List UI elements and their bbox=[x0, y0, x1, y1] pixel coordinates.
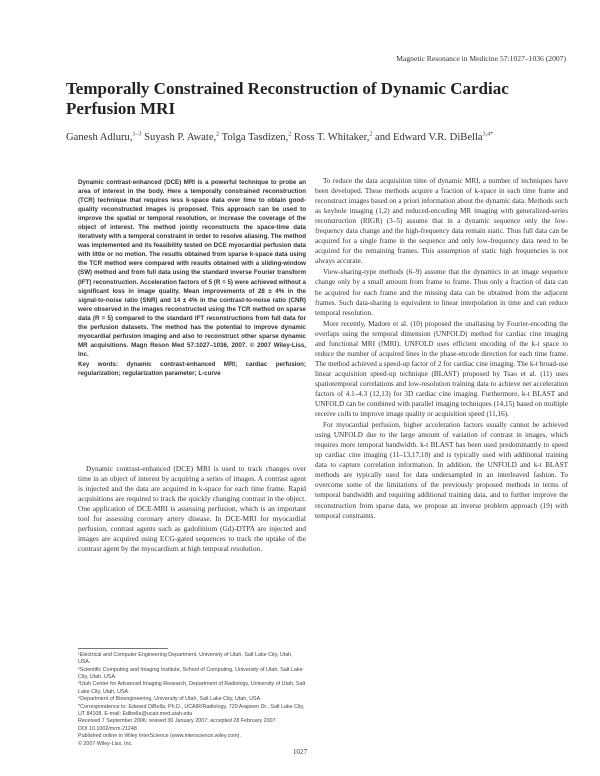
paragraph: To reduce the data acquisition time of dynamic MRI, a number of techniques have been developed. These methods acquire a fraction of k-space in each time frame and reconstruct images based on a priori information about the dynamic data. Methods such as keyhole imaging (1,2) and reduced-encoding MR imaging with generalized-series reconstruction (RIGR) (3–5) assume that in a dynamic sequence only the low-frequency data change and the high-frequency data remain static. Thus full data can be acquired for a single frame in the sequence and only low-frequency data need to be acquired for the remaining frames. This assumption of static high frequencies is not always accurate. bbox=[315, 177, 568, 266]
author: Ganesh Adluru,$^{1-3}$ bbox=[66, 131, 142, 143]
footnote: Received 7 September 2006; revised 30 January 2007; accepted 28 February 2007. bbox=[78, 718, 278, 725]
footnote: © 2007 Wiley-Liss, Inc. bbox=[78, 741, 133, 747]
footnote: ²Scientific Computing and Imaging Institute, School of Computing, University of Utah, Salt Lake City, Utah, USA. bbox=[78, 666, 303, 680]
footnote: Published online in Wiley InterScience (www.interscience.wiley.com). bbox=[78, 733, 241, 740]
page-number: 1027 bbox=[292, 748, 308, 756]
footnote: *Correspondence to: Edward DiBella, Ph.D., UCAIR/Radiology, 729 Arapeen Dr., Salt Lake City, UT 84108. E-mail: Edibella@ucair.med.utah.edu bbox=[78, 703, 305, 717]
footnote-divider bbox=[78, 648, 168, 649]
author: Suyash P. Awate,$^2$ bbox=[144, 131, 220, 143]
body-left-column bbox=[78, 464, 306, 554]
body-right-column bbox=[315, 176, 568, 522]
abstract bbox=[78, 178, 306, 378]
paragraph: For myocardial perfusion, higher acceleration factors usually cannot be achieved using UNFOLD due to the large amount of variation of contrast in images, which requires more temporal bandwidth. k-t BLAST has been used predominantly to speed up cardiac cine imaging (11–13,17,18) and is typically used with additional training data to capture correlation information. In addition, the UNFOLD and k-t BLAST methods are typically used for data undersampled in an interleaved fashion. To overcome some of the limitations of the previously proposed methods in terms of temporal bandwidth and requiring additional training data, and to further improve the reconstruction from sparse data, we propose an inverse problem approach (19) with temporal constraints. bbox=[315, 421, 568, 520]
author-list bbox=[66, 127, 546, 145]
keywords: Key words: dynamic contrast-enhanced MRI; cardiac perfusion; regularization; regularization parameter; L-curve bbox=[78, 360, 306, 377]
footnotes bbox=[78, 652, 306, 749]
author: Tolga Tasdizen,$^2$ bbox=[221, 131, 292, 143]
footnote: DOI 10.1002/mrm.21248 bbox=[78, 725, 137, 732]
paragraph: View-sharing-type methods (6–9) assume that the dynamics in an image sequence change only by a small amount from frame to frame. Thus only a fraction of data can be acquired for each frame and the missing data can be obtained from the adjacent frames. Such data-sharing is equivalent to linear interpolation in time and can reduce temporal resolution. bbox=[315, 268, 568, 317]
paragraph: Dynamic contrast-enhanced (DCE) MRI is used to track changes over time in an object of interest by acquiring a series of images. A contrast agent is injected and the data are acquired in k-space for each time frame. Rapid acquisitions are required to track the quickly changing contrast in the object. One application of DCE-MRI is assessing perfusion, which is an important tool for assessing coronary artery disease. In DCE-MRI for myocardial perfusion, contrast agents such as gadolinium (Gd)-DTPA are injected and images are acquired using ECG-gated sequences to track the uptake of the contrast agent by the myocardium at high temporal resolution. bbox=[78, 464, 306, 554]
author: and Edward V.R. DiBella$^{3,4*}$ bbox=[375, 131, 494, 143]
paper-title: Temporally Constrained Reconstruction of Dynamic Cardiac Perfusion MRI bbox=[66, 79, 509, 118]
journal-header: Magnetic Resonance in Medicine 57:1027–1036 (2007) bbox=[396, 54, 566, 63]
abstract-text: Dynamic contrast-enhanced (DCE) MRI is a powerful technique to probe an area of interest in the body. Here a temporally constrained reconstruction (TCR) technique that requires less k-space data over time to obtain good-quality reconstructed images is proposed. This approach can be used to improve the spatial or temporal resolution, or increase the coverage of the object of interest. The method jointly reconstructs the space-time data iteratively with a temporal constraint in order to resolve aliasing. The method was implemented and its feasibility tested on DCE myocardial perfusion data with little or no motion. The results obtained from sparse k-space data using the TCR method were compared with results obtained with a sliding-window (SW) method and from full data using the standard inverse Fourier transform (IFT) reconstruction. Acceleration factors of 5 (R = 5) were achieved without a significant loss in image quality. Mean improvements of 28 ± 4% in the signal-to-noise ratio (SNR) and 14 ± 4% in the contrast-to-noise ratio (CNR) were observed in the images reconstructed using the TCR method on sparse data (R = 5) compared to the standard IFT reconstructions from full data for the perfusion datasets. The method has the potential to improve dynamic myocardial perfusion imaging and also to reconstruct other sparse dynamic MR acquisitions. Magn Reson Med 57:1027–1036, 2007. © 2007 Wiley-Liss, Inc. bbox=[78, 179, 306, 358]
paragraph: More recently, Madore et al. (10) proposed the unaliasing by Fourier-encoding the overlaps using the temporal dimension (UNFOLD) method for cardiac cine imaging and functional MRI (fMRI). UNFOLD uses efficient encoding of the k-t space to reduce the number of acquired lines in the phase-encode direction for each time frame. The method achieved a speed-up factor of 2 for cardiac cine imaging. The k-t broad-use linear acquisition speed-up technique (BLAST) proposed by Tsao et al. (11) uses spatiotemporal correlations and low-resolution training data to achieve net acceleration factors of 4.1–4.3 (12,13) for 3D cardiac cine imaging. Furthermore, k-t BLAST and UNFOLD can be combined with parallel imaging techniques (14,15) based on multiple receive coils to improve image quality or acquisition speed (11,16). bbox=[315, 319, 568, 419]
footnote: ⁴Department of Bioengineering, University of Utah, Salt Lake City, Utah, USA. bbox=[78, 696, 262, 703]
footnote: ¹Electrical and Computer Engineering Department, University of Utah, Salt Lake City, Utah, USA. bbox=[78, 652, 293, 666]
author: Ross T. Whitaker,$^2$ bbox=[293, 131, 373, 143]
footnote: ³Utah Center for Advanced Imaging Research, Department of Radiology, University of Utah, Salt Lake City, Utah, USA. bbox=[78, 681, 306, 695]
